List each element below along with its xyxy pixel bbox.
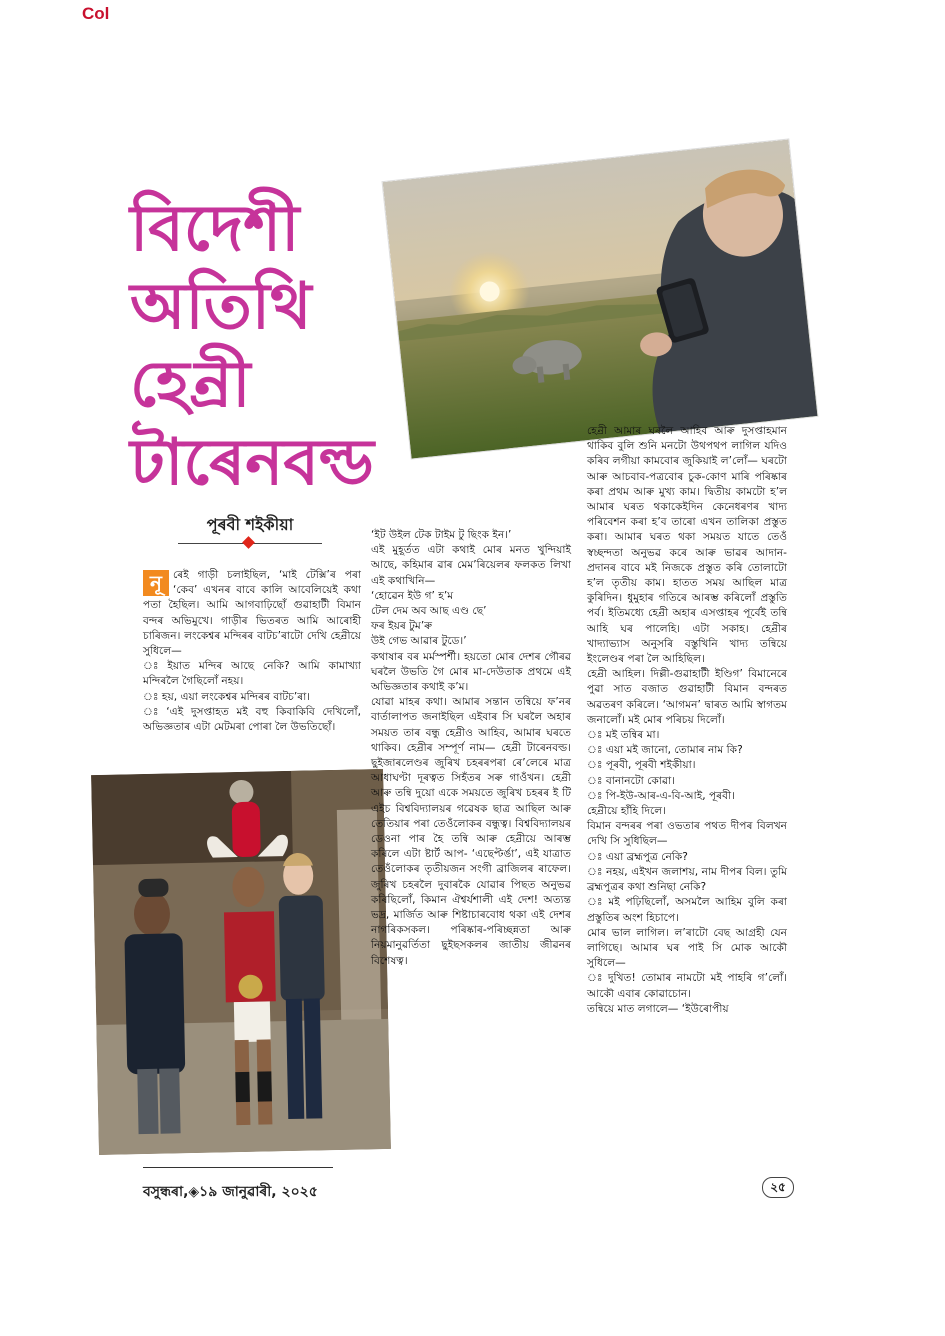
article-column-3 xyxy=(587,424,787,1017)
paragraph: যোৱা মাহৰ কথা। আমাৰ সন্তান তন্বিয়ে ফ’নৰ বাৰ্তালাপত জনাইছিল এইবাৰ সি ঘৰলৈ অহাৰ সময়ত তাৰ বন্ধু হেন্ৰীও আহিব, আমাৰ ঘৰতে থাকিব। হেন্ৰীৰ সম্পূৰ্ণ নাম— হেন্ৰী টাৰেনবল্ড। ছুইজাৰলেণ্ডৰ জুৰিখ চহৰৰপৰা ৰে’লেৰে মাত্ৰ আধাঘণ্টা দূৰত্বত সিহঁতৰ সৰু গাওঁখন। হেন্ৰী আৰু তন্বি দুয়ো একে সময়তে জুৰিখ চহৰৰ ই টি এইচ বিশ্ববিদ্যালয়ৰ গৱেষক ছাত্ৰ আছিল আৰু তেতিয়াৰ পৰা তেওঁলোকৰ বন্ধুত্ব। বিশ্ববিদ্যালয়ৰ ডেওনা পাৰ হৈ তন্বি আৰু হেন্ৰীয়ে আৰম্ভ কৰিলে এটা ষ্টাৰ্ট আপ- ‘এছেপ্টৰ্ঙা’, এই যাত্ৰাত তেওঁলোকৰ তৃতীয়জন সংগী ব্ৰাজিলৰ ৰাফেল। জুৰিখ চহৰলৈ দুবাৰকৈ যোৱাৰ পিছত অনুভৱ কৰিছিলোঁ, কিমান ঐশ্বৰ্যশালী এই দেশ! অত্যন্ত ভদ্ৰ, মাৰ্জিত আৰু শিষ্টাচাৰবোধ থকা এই দেশৰ নাগৰিকসকল। পৰিষ্কাৰ-পৰিচ্ছন্নতা আৰু নিয়মানুৱৰ্তিতা ছুইছসকলৰ জাতীয় জীৱনৰ বিশেষত্ব। xyxy=(371,696,571,967)
paragraph: এই মুহূৰ্তত এটা কথাই মোৰ মনত খুন্দিয়াই আছে, কহিমাৰ ৱাৰ মেম’ৰিয়েলৰ ফলকত লিখা এই কথাখিনি— xyxy=(371,544,571,587)
paragraph: ঃ পূৰবী, পূৰবী শইকীয়া। xyxy=(587,759,696,772)
group-photo-illustration xyxy=(91,769,391,1155)
paragraph: হেন্ৰী আহিল। দিল্লী-গুৱাহাটী ইণ্ডিগ’ বিমানেৰে পুৱা সাত বজাত গুৱাহাটী বিমান বন্দৰত অৱতৰণ কৰিলে। ‘আগমন’ দ্বাৰত আমি স্বাগতম জনালোঁ। মই মোৰ পৰিচয় দিলোঁ। xyxy=(587,668,787,726)
paragraph: মোৰ ভাল লাগিল। ল’ৰাটো বেছ আগ্ৰহী যেন লাগিছে। আমাৰ ঘৰ পাই সি মোক আকৌ সুধিলে— xyxy=(587,926,787,970)
paragraph: ঃ দুখিত! তোমাৰ নামটো মই পাহৰি গ’লোঁ। আকৌ এবাৰ কোৱাচোন। xyxy=(587,972,787,1000)
paragraph: ঃ হয়, এয়া লংকেশ্বৰ মন্দিৰৰ বাটচ’ৰা। xyxy=(143,690,311,703)
page-number: ২৫ xyxy=(762,1177,794,1198)
corner-tag: Col xyxy=(82,4,110,23)
dropcap: নূ xyxy=(143,570,169,596)
paragraph: ঃ নহয়, এইখন জলাশয়, নাম দীপৰ বিল। তুমি ব্ৰহ্মপুত্ৰৰ কথা শুনিছা নেকি? xyxy=(587,865,787,894)
title-line: হেন্ৰী xyxy=(130,348,251,422)
paragraph: টেল দেম অব আছ এণ্ড ছে’ xyxy=(371,605,487,618)
byline xyxy=(178,512,322,544)
rhino-photo xyxy=(383,139,818,458)
article-column-2 xyxy=(371,528,571,969)
paragraph: নূ ৰেই গাড়ী চলাইছিল, ‘মাই টেক্সি’ৰ পৰা ‘কেব’ এখনৰ বাবে কালি আবেলিয়েই কথা পতা হৈছিল। আমি আগবাঢ়িছোঁ গুৱাহাটী বিমান বন্দৰ অভিমুখে। গাড়ীৰ ভিতৰত আমি আৰোহী চাৰিজন। লংকেশ্বৰ মন্দিৰৰ বাটচ’ৰাটো দেখি হেন্ৰীয়ে সুধিলে— xyxy=(143,569,361,658)
paragraph: ঃ এয়া ব্ৰহ্মপুত্ৰ নেকি? xyxy=(587,850,688,863)
paragraph: ‘হোৱেন ইউ গ’ হ’ম xyxy=(371,589,454,602)
footer-publication: বসুন্ধৰা,◈১৯ জানুৱাৰী, ২০২৫ xyxy=(143,1184,318,1200)
title-line: বিদেশী xyxy=(130,192,300,266)
paragraph: হেন্ৰী আমাৰ ঘৰলৈ আহিব আৰু দুসপ্তাহমান থাকিব বুলি শুনি মনটো উথপথপ লাগিল যদিও কৰিব লগীয়া কামবোৰ জুকিয়াই ল’লোঁ— ঘৰটো আৰু আচবাব-পত্ৰবোৰ চুক-কোণ মাৰি পৰিষ্কাৰ কৰা প্ৰথম আৰু মুখ্য কাম। দ্বিতীয় কামটো হ’ল আমাৰ ঘৰত থকাকেইদিন কেনেধৰণৰ খাদ্য পৰিবেশন কৰা হ’ব তাৰো এখন তালিকা প্ৰস্তুত কৰা। আমাৰ ঘৰত থকা সময়ত যাতে তেওঁ স্বচ্ছন্দতা অনুভৱ কৰে আৰু ভাৱৰ আদান-প্ৰদানৰ বাবে মই নিজকে প্ৰস্তুত কৰি তোলাটো হ’ল তৃতীয় কাম। হাতত সময় আছিল মাত্ৰ কুৰিদিন। ধুমুহাৰ গতিৰে আৰম্ভ কৰিলোঁ প্ৰস্তুতি পৰ্ব। ইতিমধ্যে হেন্ৰী অহাৰ এসপ্তাহৰ পূৰ্বেই তন্বি আহি ঘৰ পালেহি। এটা সকাহ। হেন্ৰীৰ খাদ্যাভ্যাস অনুসৰি বস্তুখিনি খাদ্য তন্বিয়ে ইংলেণ্ডৰ পৰা লৈ আহিছিল। xyxy=(587,425,787,666)
paragraph: ঃ মই তন্বিৰ মা। xyxy=(587,729,660,742)
paragraph: তন্বিয়ে মাত লগালে— ‘ইউৰোপীয় xyxy=(587,1002,729,1015)
author-name: পূৰবী শইকীয়া xyxy=(206,515,294,534)
article-title xyxy=(130,190,390,502)
article-column-1 xyxy=(143,568,361,735)
paragraph: ঃ এয়া মই জানো, তোমাৰ নাম কি? xyxy=(587,744,743,757)
rhino-photo-illustration xyxy=(383,139,818,458)
footer-rule xyxy=(143,1167,333,1168)
group-photo xyxy=(91,769,391,1155)
paragraph: ঃ মই পঢ়িছিলোঁ, অসমলৈ আহিম বুলি কৰা প্ৰস্তুতিৰ অংশ হিচাপে। xyxy=(587,896,787,924)
paragraph: ‘ইট উইল টেক টাইম টু ছিংক ইন।’ xyxy=(371,529,512,541)
paragraph: কথাষাৰ বৰ মৰ্মস্পৰ্শী। হয়তো মোৰ দেশৰ গৌৰৱ ঘৰলৈ উভতি গৈ মোৰ মা-দেউতাক প্ৰথমে এই অভিজ্ঞতাৰ কথাই ক’ম। xyxy=(371,650,571,694)
paragraph: ফৰ ইয়ৰ টুম’ৰু xyxy=(371,620,433,633)
paragraph: বিমান বন্দৰৰ পৰা ওভতাৰ পথত দীপৰ বিলখন দেখি সি সুধিছিল— xyxy=(587,820,787,848)
title-line: অতিথি xyxy=(130,270,312,344)
title-line: টাৰেনবল্ড xyxy=(130,426,375,500)
paragraph: ঃ পি-ইউ-আৰ-এ-বি-আই, পূৰবী। xyxy=(587,789,735,802)
paragraph: ঃ বানানটো কোৱা। xyxy=(587,774,675,787)
paragraph: হেন্ৰীয়ে হাঁহি দিলে। xyxy=(587,805,666,818)
paragraph: উই গেভ আৱাৰ টুডে।’ xyxy=(371,635,467,648)
paragraph: ঃ ইয়াত মন্দিৰ আছে নেকি? আমি কামাখ্যা মন্দিৰলৈ গৈছিলোঁ নহয়। xyxy=(143,660,361,688)
paragraph: ঃ ‘এই দুসপ্তাহত মই বহু কিবাকিবি দেখিলোঁ, অভিজ্ঞতাৰ এটা মেটমৰা পোৰা লৈ উভতিছোঁ। xyxy=(143,705,361,734)
byline-rule xyxy=(178,543,322,544)
